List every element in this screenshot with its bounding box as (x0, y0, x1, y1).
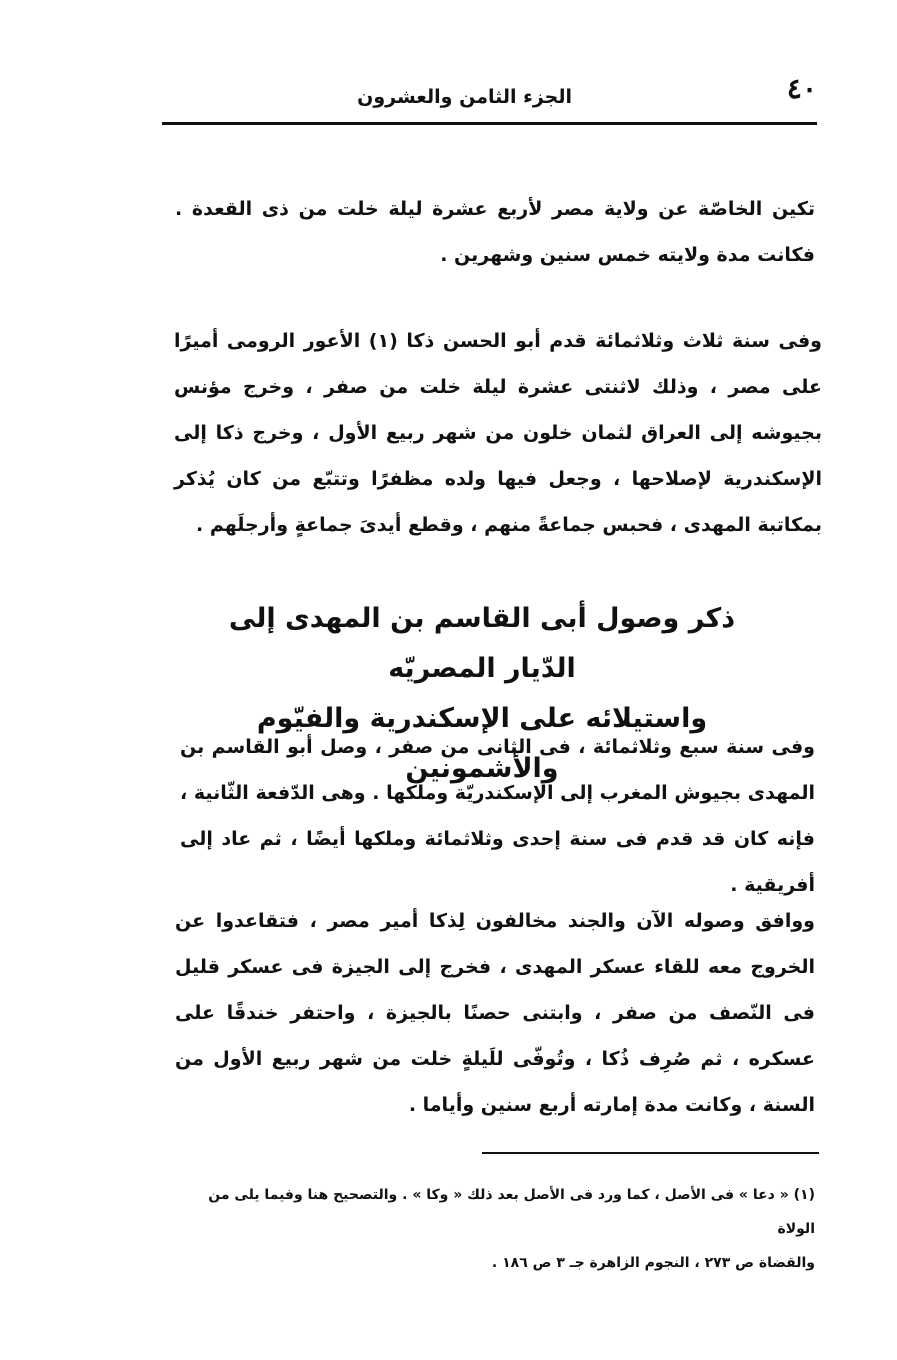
footnote-line-2: والقضاة ص ٢٧٣ ، النجوم الزاهرة جـ ٣ ص ١٨٦ . (491, 1255, 815, 1271)
page-header (162, 72, 817, 122)
footnote-rule (482, 1152, 819, 1154)
running-head: الجزء الثامن والعشرون (357, 86, 572, 108)
page-number: ٤٠ (786, 72, 817, 105)
paragraph-2: وفى سنة ثلاث وثلاثمائة قدم أبو الحسن ذكا (١) الأعور الرومى أميرًا على مصر ، وذلك لاثنتى عشرة ليلة خلت من صفر ، وخرج مؤنس بجيوشه إلى العراق لثمان خلون من شهر ربيع الأول ، وخرج ذكا إلى الإسكندرية لإصلاحها ، وجعل فيها ولده مظفرًا وتتبّع من كان يُذكر بمكاتبة المهدى ، فحبس جماعةً منهم ، وقطع أيدىَ جماعةٍ وأرجلَهم . (174, 330, 822, 536)
footnote-line-1: (١) « دعا » فى الأصل ، كما ورد فى الأصل بعد ذلك « وكا » . والتصحيح هنا وفيما يلى من الولاة (208, 1187, 815, 1237)
paragraph-1: تكين الخاصّة عن ولاية مصر لأربع عشرة ليلة خلت من ذى القعدة . فكانت مدة ولايته خمس سنين وشهرين . (175, 198, 815, 266)
footnote (175, 1178, 815, 1280)
header-rule (162, 122, 817, 125)
paragraph-4: ووافق وصوله الآن والجند مخالفون لِذكا أمير مصر ، فتقاعدوا عن الخروج معه للقاء عسكر المهدى ، فخرج إلى الجيزة فى عسكر قليل فى النّصف من صفر ، وابتنى حصنًا بالجيزة ، واحتفر خندقًا على عسكره ، ثم صُرِف ذُكا ، وتُوفّى للَيلةٍ خلت من شهر ربيع الأول من السنة ، وكانت مدة إمارته أربع سنين وأياما . (175, 910, 815, 1116)
section-heading-line-1: ذكر وصول أبى القاسم بن المهدى إلى الدّيار المصريّه (228, 603, 736, 684)
section-heading-line-2: واستيلائه على الإسكندرية والفيّوم والأشمونين (256, 703, 708, 784)
paragraph-3: وفى سنة سبع وثلاثمائة ، فى الثانى من صفر ، وصل أبو القاسم بن المهدى بجيوش المغرب إلى الإسكندريّة وملكها . وهى الدّفعة الثّانية ، فإنه كان قد قدم فى سنة إحدى وثلاثمائة وملكها أيضًا ، ثم عاد إلى أفريقية . (180, 736, 815, 896)
